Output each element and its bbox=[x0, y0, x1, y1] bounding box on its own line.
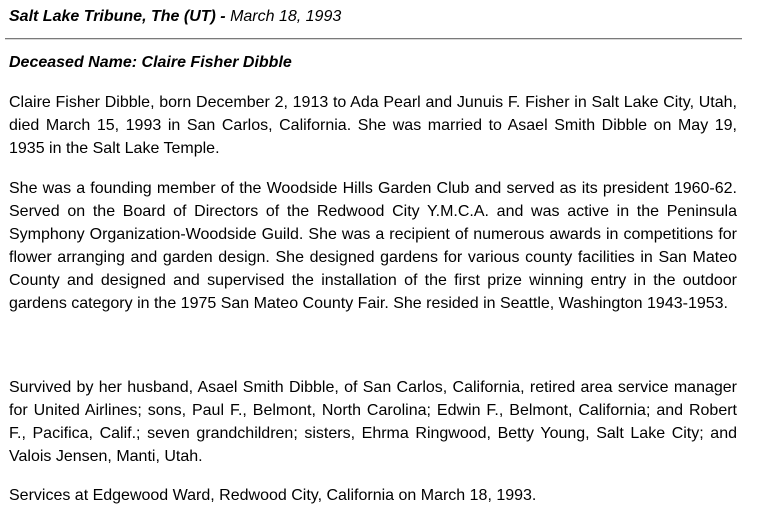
obituary-paragraph-activities: She was a founding member of the Woodside Hills Garden Club and served as its president 1960-62. Served on the Board of Directors of the Redwood City Y.M.C.A. and was active in the Peninsula Symphony Organization-Woodside Guild. She was a recipient of numerous awards in competitions for flower arranging and garden design. She designed gardens for various county facilities in San Mateo County and designed and supervised the installation of the first prize winning entry in the outdoor gardens category in the 1975 San Mateo County Fair. She resided in Seattle, Washington 1943-1953. bbox=[9, 180, 737, 312]
obituary-paragraph-birth: Claire Fisher Dibble, born December 2, 1913 to Ada Pearl and Junuis F. Fisher in Salt Lake City, Utah, died March 15, 1993 in San Carlos, California. She was married to Asael Smith Dibble on May 19, 1935 in the Salt Lake Temple. bbox=[9, 94, 737, 157]
publication-date: March 18, 1993 bbox=[230, 8, 342, 25]
publication-name: Salt Lake Tribune, The (UT) bbox=[9, 8, 216, 25]
deceased-name-heading: Deceased Name: Claire Fisher Dibble bbox=[9, 54, 292, 71]
article-header bbox=[9, 7, 341, 27]
obituary-paragraph-services: Services at Edgewood Ward, Redwood City, California on March 18, 1993. bbox=[9, 487, 537, 504]
header-separator: - bbox=[215, 8, 231, 25]
obituary-paragraph-survivors: Survived by her husband, Asael Smith Dibble, of San Carlos, California, retired area service manager for United Airlines; sons, Paul F., Belmont, North Carolina; Edwin F., Belmont, California; and Robert F., Pacifica, Calif.; seven grandchildren; sisters, Ehrma Ringwood, Betty Young, Salt Lake City; and Valois Jensen, Manti, Utah. bbox=[9, 379, 737, 465]
header-divider bbox=[5, 38, 742, 40]
